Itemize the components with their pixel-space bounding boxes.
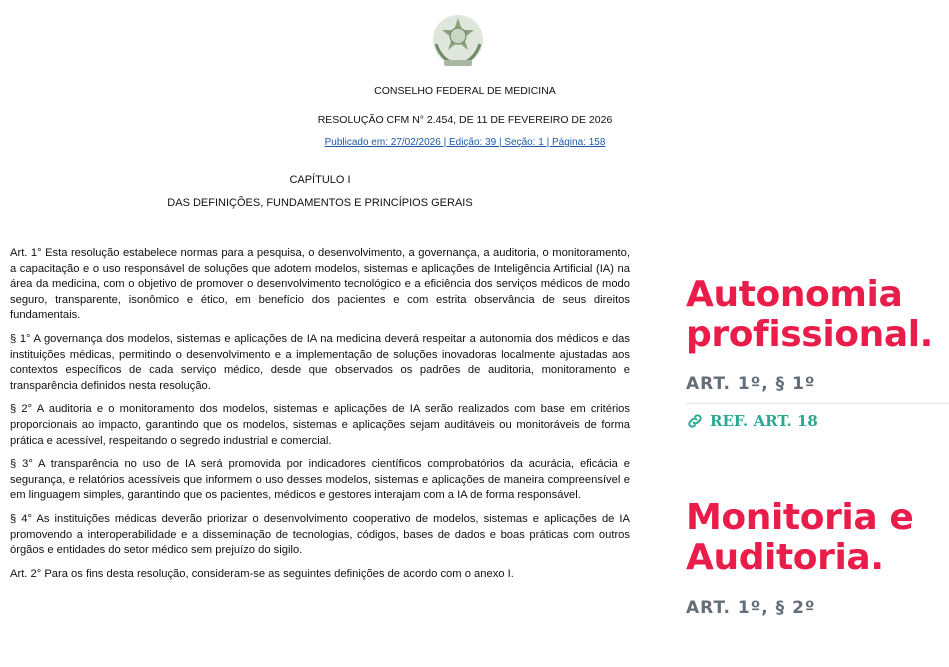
chapter-title: CAPÍTULO I bbox=[289, 174, 351, 186]
annotation-title-line: Auditoria. bbox=[686, 537, 884, 578]
annotation-title-line: Autonomia bbox=[686, 274, 903, 315]
chapter-subtitle: DAS DEFINIÇÕES, FUNDAMENTOS E PRINCÍPIOS GERAIS bbox=[167, 197, 473, 209]
annotation-sidebar bbox=[668, 0, 949, 667]
article-1-section-1: § 1° A governança dos modelos, sistemas e aplicações de IA na medicina deverá respeitar a autonomia dos médicos e das instituições médicas, permitindo o desenvolvimento e a implementação de soluções inovadoras localmente ajustadas aos contextos específicos de cada serviço médico, desde que observados os padrões de auditoria, monitoramento e transparência definidos nesta resolução. bbox=[10, 332, 630, 392]
organization-name: CONSELHO FEDERAL DE MEDICINA bbox=[374, 85, 556, 97]
publication-link[interactable]: Publicado em: 27/02/2026 | Edição: 39 | Seção: 1 | Página: 158 bbox=[324, 137, 606, 148]
article-1-section-3: § 3° A transparência no uso de IA será promovida por indicadores científicos comprobatórios da acurácia, eficácia e segurança, e relatórios acessíveis que informem o uso desses modelos, sistemas e aplicações de maneira compreensível e em linguagem simples, garantindo que os pacientes, médicos e gestores interajam com a IA de forma responsável. bbox=[10, 458, 630, 502]
annotation-title-monitoria bbox=[686, 498, 949, 578]
ref-article-label: REF. ART. 18 bbox=[710, 412, 818, 430]
article-2-paragraph: Art. 2° Para os fins desta resolução, consideram-se as seguintes definições de acordo com o anexo I. bbox=[10, 567, 514, 580]
article-1-section-4: § 4° As instituições médicas deverão priorizar o desenvolvimento cooperativo de modelos, sistemas e aplicações de IA promovendo a interoperabilidade e a disseminação de tecnologias, códigos, bases de dados e boas práticas com outros órgãos e entidades do setor médico sem prejuízo do sigilo. bbox=[10, 512, 630, 557]
annotation-title-line: profissional. bbox=[686, 314, 933, 355]
link-icon bbox=[686, 412, 704, 430]
coat-of-arms-icon bbox=[428, 12, 488, 72]
annotation-title-autonomia bbox=[686, 275, 949, 355]
divider bbox=[686, 403, 949, 404]
resolution-title: RESOLUÇÃO CFM N° 2.454, DE 11 DE FEVEREIRO DE 2026 bbox=[317, 114, 613, 126]
annotation-title-line: Monitoria e bbox=[686, 497, 914, 538]
annotation-article-ref: ART. 1º, § 1º bbox=[686, 374, 816, 394]
ref-article-link[interactable] bbox=[686, 412, 818, 430]
article-1-paragraph: Art. 1° Esta resolução estabelece normas para a pesquisa, o desenvolvimento, a governança, a auditoria, o monitoramento, a capacitação e o uso responsável de soluções que adotem modelos, sistemas e aplicações de Inteligência Artificial (IA) na área da medicina, com o objetivo de promover o desenvolvimento tecnológico e a eficiência dos serviços médicos de modo seguro, transparente, isonômico e ético, em benefício dos pacientes e com estrita observância de seus direitos fundamentais. bbox=[10, 247, 630, 322]
resolution-body bbox=[10, 246, 630, 590]
annotation-article-ref: ART. 1º, § 2º bbox=[686, 598, 816, 618]
article-1-section-2: § 2° A auditoria e o monitoramento dos modelos, sistemas e aplicações de IA serão realizados com base em critérios proporcionais ao impacto, garantindo que os modelos, sistemas e aplicações sejam auditáveis ou monitoráveis de forma prática e acessível, respeitando o segredo industrial e comercial. bbox=[10, 403, 630, 447]
